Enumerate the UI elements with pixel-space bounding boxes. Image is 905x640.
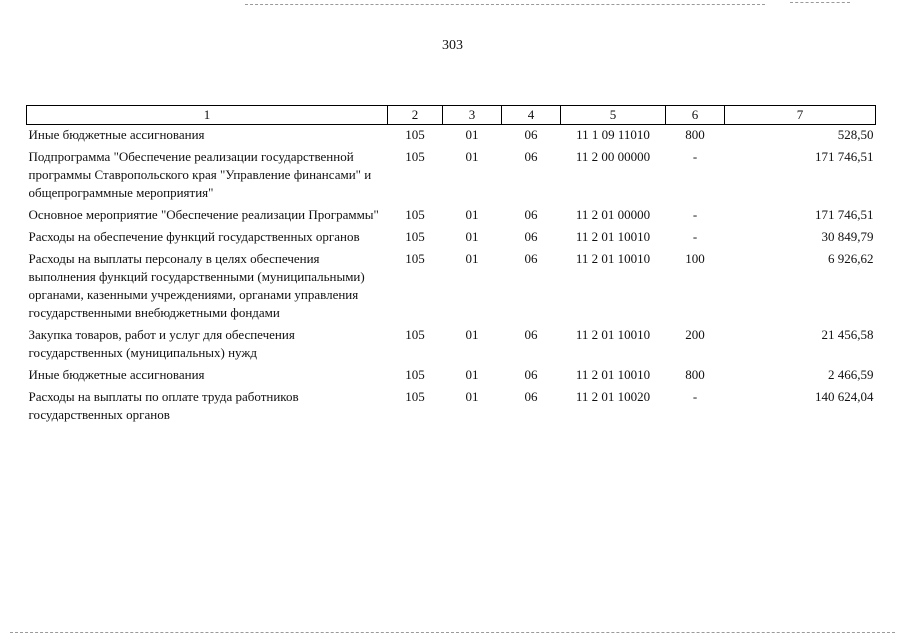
row-col-5: 11 2 01 00000: [575, 207, 651, 222]
scan-edge-line-top: [245, 4, 765, 5]
table-row: [27, 125, 876, 148]
row-amount: 171 746,51: [815, 207, 874, 222]
header-col-2: 2: [388, 106, 443, 125]
row-col-2: 105: [405, 251, 425, 266]
row-col-4: 06: [524, 127, 538, 142]
row-col-5: 11 2 01 10010: [575, 327, 651, 342]
page-number: 303: [442, 38, 463, 53]
row-col-6: 100: [685, 251, 705, 266]
row-col-2: 105: [405, 229, 425, 244]
row-col-2: 105: [405, 389, 425, 404]
row-col-4: 06: [524, 207, 538, 222]
row-amount: 30 849,79: [821, 229, 874, 244]
row-amount: 2 466,59: [828, 367, 874, 382]
table-row: [27, 147, 876, 205]
row-col-3: 01: [465, 367, 479, 382]
table-row: [27, 205, 876, 227]
row-amount: 171 746,51: [815, 149, 874, 164]
row-col-3: 01: [465, 389, 479, 404]
row-col-5: 11 2 00 00000: [575, 149, 651, 164]
row-col-4: 06: [524, 149, 538, 164]
row-col-4: 06: [524, 229, 538, 244]
row-amount: 6 926,62: [828, 251, 874, 266]
row-col-5: 11 2 01 10010: [575, 229, 651, 244]
row-col-4: 06: [524, 327, 538, 342]
row-name: Подпрограмма "Обеспечение реализации государственной программы Ставропольского края "Управление финансами" и общепрограммные мероприятия": [28, 149, 372, 200]
row-name: Основное мероприятие "Обеспечение реализации Программы": [28, 207, 379, 222]
scan-edge-line-bottom: [10, 632, 895, 633]
header-col-4: 4: [502, 106, 561, 125]
row-col-2: 105: [405, 149, 425, 164]
row-col-3: 01: [465, 207, 479, 222]
row-col-4: 06: [524, 367, 538, 382]
row-name: Расходы на выплаты по оплате труда работников государственных органов: [28, 389, 299, 422]
row-name: Расходы на выплаты персоналу в целях обеспечения выполнения функций государственными (муниципальными) органами, казенными учреждениями, органами управления государственными внебюджетными фондами: [28, 251, 365, 320]
row-col-4: 06: [524, 389, 538, 404]
row-col-2: 105: [405, 127, 425, 142]
row-col-6: -: [692, 229, 698, 244]
row-name: Расходы на обеспечение функций государственных органов: [28, 229, 360, 244]
table-row: [27, 325, 876, 365]
row-col-3: 01: [465, 229, 479, 244]
table-row: [27, 387, 876, 427]
row-amount: 21 456,58: [821, 327, 874, 342]
header-col-1: 1: [27, 106, 388, 125]
row-col-4: 06: [524, 251, 538, 266]
header-col-3: 3: [443, 106, 502, 125]
table-row: [27, 249, 876, 325]
row-amount: 528,50: [837, 127, 874, 142]
row-col-6: 800: [685, 127, 705, 142]
row-col-3: 01: [465, 327, 479, 342]
row-col-2: 105: [405, 207, 425, 222]
header-col-5: 5: [561, 106, 666, 125]
row-col-5: 11 2 01 10010: [575, 251, 651, 266]
table-row: [27, 227, 876, 249]
row-col-2: 105: [405, 367, 425, 382]
row-name: Иные бюджетные ассигнования: [28, 127, 205, 142]
row-col-3: 01: [465, 251, 479, 266]
scan-edge-line-top-right: [790, 2, 850, 3]
budget-table: [26, 105, 876, 427]
table-row: [27, 365, 876, 387]
row-amount: 140 624,04: [815, 389, 874, 404]
row-name: Закупка товаров, работ и услуг для обеспечения государственных (муниципальных) нужд: [28, 327, 295, 360]
row-col-6: 200: [685, 327, 705, 342]
header-col-7: 7: [725, 106, 876, 125]
row-name: Иные бюджетные ассигнования: [28, 367, 205, 382]
row-col-5: 11 1 09 11010: [576, 127, 650, 142]
row-col-3: 01: [465, 149, 479, 164]
row-col-5: 11 2 01 10010: [575, 367, 651, 382]
header-col-6: 6: [666, 106, 725, 125]
row-col-6: -: [692, 207, 698, 222]
row-col-2: 105: [405, 327, 425, 342]
row-col-6: 800: [685, 367, 705, 382]
row-col-6: -: [692, 149, 698, 164]
table-header-row: [27, 106, 876, 125]
row-col-5: 11 2 01 10020: [575, 389, 651, 404]
row-col-6: -: [692, 389, 698, 404]
row-col-3: 01: [465, 127, 479, 142]
